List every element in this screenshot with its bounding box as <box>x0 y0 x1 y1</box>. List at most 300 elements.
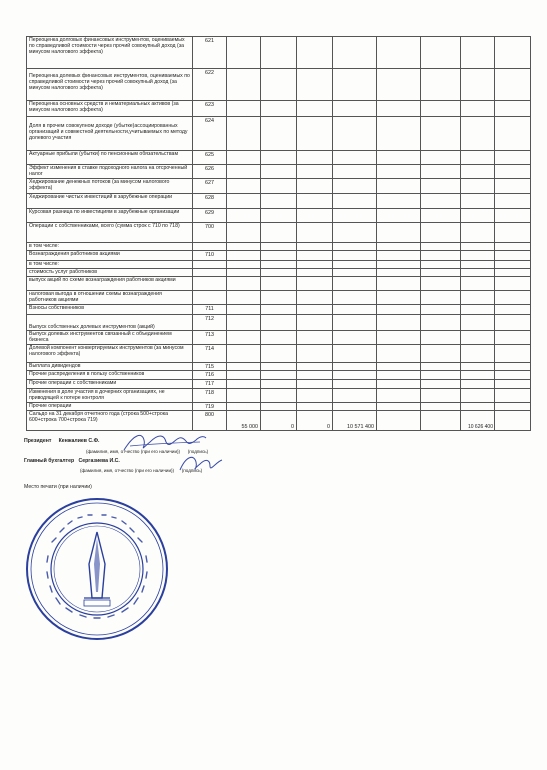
row-label: Выплата дивидендов <box>27 363 193 371</box>
value-cell <box>495 403 531 411</box>
row-code: 700 <box>193 223 227 243</box>
value-cell <box>421 389 461 403</box>
value-cell <box>227 269 261 277</box>
value-cell <box>227 151 261 165</box>
value-cell <box>227 101 261 117</box>
table-row <box>27 101 531 117</box>
value-cell <box>377 209 421 223</box>
table-row <box>27 269 531 277</box>
row-code: 712 <box>193 315 227 331</box>
value-cell <box>421 179 461 194</box>
row-code <box>193 291 227 305</box>
value-cell <box>461 277 495 291</box>
value-cell <box>421 209 461 223</box>
value-cell <box>297 305 333 315</box>
value-cell <box>227 194 261 209</box>
president-caption-name: (фамилия, имя, отчество (при его наличии)) <box>86 449 181 454</box>
table-row <box>27 345 531 363</box>
value-cell <box>261 389 297 403</box>
accountant-role: Главный бухгалтер <box>24 458 75 464</box>
value-cell <box>333 243 377 251</box>
value-cell <box>333 389 377 403</box>
row-label: налоговая выгода в отношении схемы вознаграждения работников акциями <box>27 291 193 305</box>
value-cell <box>261 101 297 117</box>
value-cell <box>377 269 421 277</box>
value-cell <box>377 371 421 380</box>
value-cell <box>297 403 333 411</box>
value-cell <box>297 151 333 165</box>
value-cell <box>333 403 377 411</box>
table-body <box>27 37 531 431</box>
row-label: Долевой компонент конвертируемых инструментов (за минусом налогового эффекта) <box>27 345 193 363</box>
value-cell <box>297 269 333 277</box>
value-cell <box>227 305 261 315</box>
value-cell <box>495 363 531 371</box>
value-cell <box>333 69 377 101</box>
value-cell <box>333 331 377 345</box>
total-cell: 10 626 400 <box>461 411 495 431</box>
table-row <box>27 331 531 345</box>
row-label: Взносы собственников <box>27 305 193 315</box>
president-role: Президент <box>24 438 52 444</box>
value-cell <box>261 403 297 411</box>
value-cell <box>495 101 531 117</box>
value-cell <box>227 69 261 101</box>
value-cell <box>333 179 377 194</box>
table-row <box>27 223 531 243</box>
value-cell <box>261 251 297 261</box>
total-cell <box>377 411 421 431</box>
value-cell <box>227 209 261 223</box>
value-cell <box>461 243 495 251</box>
value-cell <box>495 261 531 269</box>
row-code: 717 <box>193 380 227 389</box>
value-cell <box>297 179 333 194</box>
row-code: 711 <box>193 305 227 315</box>
value-cell <box>261 69 297 101</box>
value-cell <box>461 165 495 179</box>
row-code: 629 <box>193 209 227 223</box>
row-label: Выпуск долевых инструментов связанный с объединением бизнеса <box>27 331 193 345</box>
row-label: Вознаграждения работников акциями <box>27 251 193 261</box>
value-cell <box>461 251 495 261</box>
value-cell <box>495 117 531 151</box>
table-row <box>27 291 531 305</box>
row-code: 626 <box>193 165 227 179</box>
value-cell <box>421 101 461 117</box>
row-label: выпуск акций по схеме вознаграждения работников акциями <box>27 277 193 291</box>
row-code: 710 <box>193 251 227 261</box>
value-cell <box>333 305 377 315</box>
row-label: в том числе: <box>27 243 193 251</box>
row-code <box>193 243 227 251</box>
value-cell <box>333 101 377 117</box>
value-cell <box>261 291 297 305</box>
value-cell <box>377 331 421 345</box>
value-cell <box>227 251 261 261</box>
value-cell <box>461 209 495 223</box>
value-cell <box>377 101 421 117</box>
value-cell <box>261 37 297 69</box>
value-cell <box>461 151 495 165</box>
value-cell <box>333 223 377 243</box>
value-cell <box>227 291 261 305</box>
value-cell <box>377 277 421 291</box>
value-cell <box>421 277 461 291</box>
row-code <box>193 277 227 291</box>
value-cell <box>421 269 461 277</box>
value-cell <box>421 345 461 363</box>
value-cell <box>495 291 531 305</box>
row-code: 628 <box>193 194 227 209</box>
row-label: Актуарные прибыли (убытки) по пенсионным обязательствам <box>27 151 193 165</box>
value-cell <box>495 331 531 345</box>
value-cell <box>227 331 261 345</box>
value-cell <box>421 380 461 389</box>
value-cell <box>421 251 461 261</box>
value-cell <box>461 345 495 363</box>
president-line <box>24 438 100 444</box>
value-cell <box>421 69 461 101</box>
row-code: 625 <box>193 151 227 165</box>
table-row <box>27 389 531 403</box>
value-cell <box>333 151 377 165</box>
value-cell <box>495 389 531 403</box>
value-cell <box>261 315 297 331</box>
value-cell <box>461 331 495 345</box>
row-label: Переоценка долговых финансовых инструментов, оцениваемых по справедливой стоимости через прочий совокупный доход (за минусом налогового эффекта) <box>27 37 193 69</box>
table-row <box>27 117 531 151</box>
table-row <box>27 37 531 69</box>
value-cell <box>377 179 421 194</box>
value-cell <box>261 380 297 389</box>
row-code <box>193 261 227 269</box>
value-cell <box>261 117 297 151</box>
value-cell <box>495 37 531 69</box>
value-cell <box>461 363 495 371</box>
table-row <box>27 371 531 380</box>
value-cell <box>495 151 531 165</box>
value-cell <box>297 37 333 69</box>
accountant-signature <box>176 452 226 476</box>
value-cell <box>297 243 333 251</box>
value-cell <box>261 151 297 165</box>
row-label: Операции с собственниками, всего (сумма строк с 710 по 718) <box>27 223 193 243</box>
row-label: стоимость услуг работников <box>27 269 193 277</box>
table-row <box>27 243 531 251</box>
total-cell <box>421 411 461 431</box>
value-cell <box>261 179 297 194</box>
value-cell <box>297 69 333 101</box>
value-cell <box>377 37 421 69</box>
value-cell <box>461 305 495 315</box>
value-cell <box>227 277 261 291</box>
row-code: 719 <box>193 403 227 411</box>
value-cell <box>421 261 461 269</box>
value-cell <box>261 277 297 291</box>
value-cell <box>333 345 377 363</box>
row-label: Прочие распределения в пользу собственников <box>27 371 193 380</box>
total-cell: 55 000 <box>227 411 261 431</box>
value-cell <box>333 209 377 223</box>
value-cell <box>495 277 531 291</box>
row-code: 718 <box>193 389 227 403</box>
value-cell <box>495 194 531 209</box>
value-cell <box>377 389 421 403</box>
row-label: Выпуск собственных долевых инструментов (акций) <box>27 315 193 331</box>
value-cell <box>261 305 297 315</box>
value-cell <box>421 291 461 305</box>
row-code: 623 <box>193 101 227 117</box>
equity-statement-table <box>26 36 531 431</box>
value-cell <box>421 331 461 345</box>
value-cell <box>297 380 333 389</box>
value-cell <box>377 261 421 269</box>
value-cell <box>377 194 421 209</box>
table-row <box>27 305 531 315</box>
value-cell <box>227 345 261 363</box>
value-cell <box>495 380 531 389</box>
value-cell <box>333 380 377 389</box>
value-cell <box>377 345 421 363</box>
value-cell <box>333 291 377 305</box>
row-label: Прочие операции <box>27 403 193 411</box>
row-code: 627 <box>193 179 227 194</box>
value-cell <box>495 269 531 277</box>
row-label: в том числе: <box>27 261 193 269</box>
row-label: Прочие операции с собственниками <box>27 380 193 389</box>
value-cell <box>377 243 421 251</box>
value-cell <box>261 371 297 380</box>
accountant-caption-sign: (подпись) <box>181 468 203 473</box>
president-name: Кенжалиев С.Ф. <box>58 438 100 444</box>
table-row <box>27 69 531 101</box>
value-cell <box>461 371 495 380</box>
value-cell <box>333 194 377 209</box>
value-cell <box>461 291 495 305</box>
value-cell <box>461 269 495 277</box>
total-cell <box>495 411 531 431</box>
value-cell <box>297 291 333 305</box>
value-cell <box>421 165 461 179</box>
value-cell <box>495 243 531 251</box>
row-code: 800 <box>193 411 227 431</box>
value-cell <box>227 389 261 403</box>
row-code <box>193 269 227 277</box>
value-cell <box>227 223 261 243</box>
value-cell <box>261 269 297 277</box>
value-cell <box>421 223 461 243</box>
value-cell <box>333 363 377 371</box>
value-cell <box>261 261 297 269</box>
value-cell <box>227 363 261 371</box>
accountant-caption-name: (фамилия, имя, отчество (при его наличии)) <box>80 468 175 473</box>
value-cell <box>297 101 333 117</box>
value-cell <box>297 223 333 243</box>
value-cell <box>461 101 495 117</box>
value-cell <box>461 223 495 243</box>
value-cell <box>227 371 261 380</box>
accountant-line <box>24 458 120 464</box>
value-cell <box>227 243 261 251</box>
value-cell <box>261 363 297 371</box>
row-code: 713 <box>193 331 227 345</box>
value-cell <box>421 243 461 251</box>
company-stamp <box>22 494 172 644</box>
value-cell <box>495 165 531 179</box>
table-row <box>27 151 531 165</box>
value-cell <box>421 403 461 411</box>
value-cell <box>377 305 421 315</box>
value-cell <box>227 37 261 69</box>
value-cell <box>421 117 461 151</box>
value-cell <box>297 117 333 151</box>
value-cell <box>297 261 333 269</box>
value-cell <box>297 389 333 403</box>
value-cell <box>461 403 495 411</box>
table-row <box>27 194 531 209</box>
value-cell <box>333 277 377 291</box>
value-cell <box>297 277 333 291</box>
value-cell <box>421 315 461 331</box>
value-cell <box>495 371 531 380</box>
value-cell <box>377 117 421 151</box>
value-cell <box>377 251 421 261</box>
value-cell <box>227 117 261 151</box>
value-cell <box>461 380 495 389</box>
value-cell <box>461 315 495 331</box>
value-cell <box>377 403 421 411</box>
value-cell <box>297 251 333 261</box>
value-cell <box>333 269 377 277</box>
row-code: 715 <box>193 363 227 371</box>
value-cell <box>495 223 531 243</box>
row-label: Курсовая разница по инвестициям в зарубежные организации <box>27 209 193 223</box>
total-cell: 10 571 400 <box>333 411 377 431</box>
total-cell: 0 <box>261 411 297 431</box>
value-cell <box>495 315 531 331</box>
value-cell <box>461 69 495 101</box>
value-cell <box>377 223 421 243</box>
value-cell <box>261 243 297 251</box>
row-label: Изменения в доле участия в дочерних организациях, не приводящей к потере контроля <box>27 389 193 403</box>
value-cell <box>297 371 333 380</box>
value-cell <box>227 315 261 331</box>
value-cell <box>377 69 421 101</box>
row-label: Переоценка долевых финансовых инструментов, оцениваемых по справедливой стоимости через прочий совокупный доход (за минусом налогового эффекта) <box>27 69 193 101</box>
value-cell <box>227 165 261 179</box>
value-cell <box>495 209 531 223</box>
value-cell <box>333 371 377 380</box>
row-label: Сальдо на 31 декабря отчетного года (строка 500+строка 600+строка 700+строка 719) <box>27 411 193 431</box>
value-cell <box>377 291 421 305</box>
value-cell <box>377 380 421 389</box>
value-cell <box>461 117 495 151</box>
table-row <box>27 411 531 431</box>
value-cell <box>297 194 333 209</box>
value-cell <box>333 251 377 261</box>
value-cell <box>297 331 333 345</box>
value-cell <box>227 403 261 411</box>
value-cell <box>261 209 297 223</box>
value-cell <box>495 251 531 261</box>
row-label: Доля в прочем совокупном доходе (убытке)ассоциированных организаций и совместной деятельности,учитываемых по методу долевого участия <box>27 117 193 151</box>
value-cell <box>377 315 421 331</box>
value-cell <box>261 194 297 209</box>
value-cell <box>421 305 461 315</box>
value-cell <box>333 165 377 179</box>
row-code: 622 <box>193 69 227 101</box>
value-cell <box>297 363 333 371</box>
table-row <box>27 251 531 261</box>
value-cell <box>333 117 377 151</box>
row-code: 624 <box>193 117 227 151</box>
table-row <box>27 209 531 223</box>
value-cell <box>421 363 461 371</box>
value-cell <box>495 305 531 315</box>
value-cell <box>495 345 531 363</box>
value-cell <box>421 194 461 209</box>
table-row <box>27 315 531 331</box>
row-label: Переоценка основных средств и нематериальных активов (за минусом налогового эффекта) <box>27 101 193 117</box>
value-cell <box>377 165 421 179</box>
value-cell <box>297 345 333 363</box>
value-cell <box>495 69 531 101</box>
value-cell <box>461 261 495 269</box>
value-cell <box>297 209 333 223</box>
table-row <box>27 261 531 269</box>
value-cell <box>495 179 531 194</box>
stamp-place-label: Место печати (при наличии) <box>24 484 92 490</box>
table-row <box>27 403 531 411</box>
value-cell <box>261 165 297 179</box>
value-cell <box>333 315 377 331</box>
value-cell <box>461 179 495 194</box>
accountant-name: Сергазиева И.С. <box>78 458 120 464</box>
value-cell <box>421 37 461 69</box>
table-row <box>27 165 531 179</box>
total-cell: 0 <box>297 411 333 431</box>
value-cell <box>261 345 297 363</box>
value-cell <box>377 151 421 165</box>
value-cell <box>421 371 461 380</box>
value-cell <box>461 37 495 69</box>
value-cell <box>377 363 421 371</box>
table-row <box>27 363 531 371</box>
value-cell <box>227 261 261 269</box>
value-cell <box>333 37 377 69</box>
value-cell <box>461 389 495 403</box>
value-cell <box>261 331 297 345</box>
value-cell <box>297 165 333 179</box>
row-label: Хеджирование чистых инвестиций в зарубежные операции <box>27 194 193 209</box>
table-row <box>27 380 531 389</box>
row-label: Хеджирование денежных потоков (за минусом налогового эффекта) <box>27 179 193 194</box>
value-cell <box>297 315 333 331</box>
row-code: 714 <box>193 345 227 363</box>
table-row <box>27 179 531 194</box>
value-cell <box>261 223 297 243</box>
value-cell <box>421 151 461 165</box>
president-caption-sign: (подпись) <box>187 449 209 454</box>
table-row <box>27 277 531 291</box>
value-cell <box>227 179 261 194</box>
row-code: 716 <box>193 371 227 380</box>
row-code: 621 <box>193 37 227 69</box>
row-label: Эффект изменения в ставке подоходного налога на отсроченный налог <box>27 165 193 179</box>
value-cell <box>333 261 377 269</box>
value-cell <box>461 194 495 209</box>
